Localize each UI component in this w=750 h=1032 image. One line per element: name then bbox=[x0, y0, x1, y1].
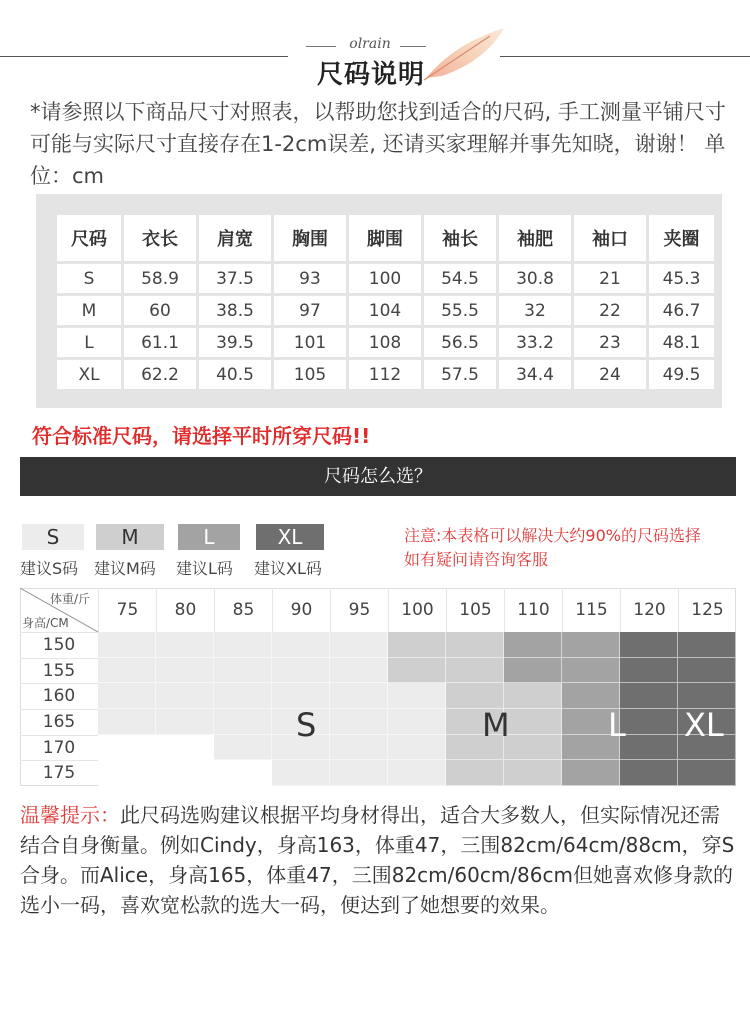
weight-header: 125 bbox=[678, 588, 736, 632]
grid-cell bbox=[330, 709, 388, 735]
size-table-cell: 37.5 bbox=[199, 264, 271, 293]
size-table-cell: 61.1 bbox=[124, 328, 196, 357]
grid-cell bbox=[156, 760, 214, 786]
table-row bbox=[57, 296, 714, 325]
size-table-header: 尺码 bbox=[57, 215, 121, 261]
grid-cell bbox=[388, 632, 446, 658]
size-table-cell: 21 bbox=[574, 264, 646, 293]
grid-cell bbox=[620, 658, 678, 684]
size-table-cell: 55.5 bbox=[424, 296, 496, 325]
brand-logo: olrain bbox=[349, 36, 391, 52]
grid-cell bbox=[214, 632, 272, 658]
region-label-xl: XL bbox=[684, 706, 724, 744]
size-table-cell: 45.3 bbox=[649, 264, 714, 293]
grid-cell bbox=[678, 658, 736, 684]
grid-cell bbox=[214, 658, 272, 684]
grid-cell bbox=[562, 760, 620, 786]
size-table-cell: 104 bbox=[349, 296, 421, 325]
size-table bbox=[54, 212, 717, 392]
grid-cell bbox=[620, 632, 678, 658]
note-line: 注意:本表格可以解决大约90%的尺码选择 bbox=[404, 526, 701, 545]
grid-cell bbox=[504, 658, 562, 684]
weight-header: 95 bbox=[330, 588, 388, 632]
size-table-cell: 24 bbox=[574, 360, 646, 389]
grid-cell bbox=[330, 760, 388, 786]
grid-cell bbox=[562, 632, 620, 658]
grid-cell bbox=[446, 760, 504, 786]
grid-cell bbox=[214, 683, 272, 709]
weight-header: 120 bbox=[620, 588, 678, 632]
corner-height-label: 身高/CM bbox=[22, 616, 69, 630]
weight-header: 110 bbox=[504, 588, 562, 632]
grid-cell bbox=[562, 658, 620, 684]
region-label-l: L bbox=[608, 706, 626, 744]
grid-cell bbox=[156, 658, 214, 684]
tip-label: 温馨提示： bbox=[20, 803, 120, 827]
weight-header: 90 bbox=[272, 588, 330, 632]
size-table-panel bbox=[36, 194, 722, 408]
grid-cell bbox=[388, 683, 446, 709]
size-table-header: 胸围 bbox=[274, 215, 346, 261]
grid-cell bbox=[214, 760, 272, 786]
grid-cell bbox=[388, 709, 446, 735]
size-table-header: 脚围 bbox=[349, 215, 421, 261]
size-table-cell: 49.5 bbox=[649, 360, 714, 389]
grid-cell bbox=[98, 632, 156, 658]
grid-cell bbox=[330, 632, 388, 658]
grid-cell bbox=[272, 632, 330, 658]
size-chip-caption: 建议S码 bbox=[20, 559, 79, 578]
size-table-cell: 46.7 bbox=[649, 296, 714, 325]
size-table-cell: 93 bbox=[274, 264, 346, 293]
note-line: 如有疑问请咨询客服 bbox=[404, 550, 549, 569]
grid-cell bbox=[156, 709, 214, 735]
size-table-cell: M bbox=[57, 296, 121, 325]
weight-header: 85 bbox=[214, 588, 272, 632]
grid-cell bbox=[504, 760, 562, 786]
table-row bbox=[57, 264, 714, 293]
size-table-header: 袖口 bbox=[574, 215, 646, 261]
size-chip-caption: 建议XL码 bbox=[254, 559, 322, 578]
grid-cell bbox=[156, 735, 214, 761]
grid-cell bbox=[620, 760, 678, 786]
size-chip-caption: 建议M码 bbox=[94, 559, 156, 578]
grid-cell bbox=[678, 632, 736, 658]
size-table-cell: 23 bbox=[574, 328, 646, 357]
page-title: 尺码说明 bbox=[316, 60, 425, 90]
tip-text: 此尺码选购建议根据平均身材得出，适合大多数人，但实际情况还需结合自身衡量。例如Cindy，身高163，体重47，三围82cm/64cm/88cm，穿S合身。而Alice，身高165，体重47，三围82cm/60cm/86cm但她喜欢修身款的选小一码，喜欢宽松款的选大一码，便达到了她想要的效果。 bbox=[20, 803, 735, 917]
grid-cell bbox=[388, 735, 446, 761]
size-table-cell: 62.2 bbox=[124, 360, 196, 389]
grid-cell bbox=[620, 709, 678, 735]
grid-cell bbox=[678, 760, 736, 786]
size-table-cell: 38.5 bbox=[199, 296, 271, 325]
grid-cell bbox=[272, 760, 330, 786]
table-row bbox=[57, 328, 714, 357]
grid-cell bbox=[156, 683, 214, 709]
grid-cell bbox=[446, 632, 504, 658]
grid-cell bbox=[272, 658, 330, 684]
size-table-cell: 112 bbox=[349, 360, 421, 389]
size-table-cell: 40.5 bbox=[199, 360, 271, 389]
height-header: 160 bbox=[20, 683, 98, 709]
grid-cell bbox=[330, 683, 388, 709]
size-table-cell: 22 bbox=[574, 296, 646, 325]
size-table-cell: 48.1 bbox=[649, 328, 714, 357]
height-header: 170 bbox=[20, 735, 98, 761]
region-label-s: S bbox=[296, 706, 317, 744]
size-table-header: 夹圈 bbox=[649, 215, 714, 261]
height-header: 150 bbox=[20, 632, 98, 658]
grid-cell bbox=[330, 658, 388, 684]
size-table-cell: 101 bbox=[274, 328, 346, 357]
grid-cell bbox=[504, 735, 562, 761]
header-line-right bbox=[500, 56, 750, 57]
grid-cell bbox=[504, 683, 562, 709]
size-table-cell: 57.5 bbox=[424, 360, 496, 389]
grid-cell bbox=[388, 760, 446, 786]
size-table-cell: 34.4 bbox=[499, 360, 571, 389]
grid-cell bbox=[98, 709, 156, 735]
grid-cell bbox=[504, 709, 562, 735]
size-chip-l: L bbox=[178, 524, 240, 550]
grid-cell bbox=[98, 735, 156, 761]
size-table-header: 袖肥 bbox=[499, 215, 571, 261]
size-table-cell: 60 bbox=[124, 296, 196, 325]
size-table-cell: L bbox=[57, 328, 121, 357]
weight-header: 80 bbox=[156, 588, 214, 632]
weight-header: 115 bbox=[562, 588, 620, 632]
size-table-cell: 33.2 bbox=[499, 328, 571, 357]
size-table-cell: 58.9 bbox=[124, 264, 196, 293]
size-chip-xl: XL bbox=[256, 524, 324, 550]
grid-cell bbox=[330, 735, 388, 761]
grid-cell bbox=[214, 709, 272, 735]
grid-cell bbox=[98, 683, 156, 709]
size-table-cell: XL bbox=[57, 360, 121, 389]
grid-cell bbox=[504, 632, 562, 658]
header-line-left bbox=[0, 56, 288, 57]
size-table-header: 衣长 bbox=[124, 215, 196, 261]
weight-header: 100 bbox=[388, 588, 446, 632]
size-chip-caption: 建议L码 bbox=[176, 559, 233, 578]
grid-cell bbox=[446, 658, 504, 684]
height-header: 165 bbox=[20, 709, 98, 735]
section-bar-how-to-choose: 尺码怎么选？ bbox=[20, 457, 736, 496]
grid-cell bbox=[620, 683, 678, 709]
size-table-cell: 97 bbox=[274, 296, 346, 325]
note-text bbox=[404, 524, 701, 572]
size-table-header: 袖长 bbox=[424, 215, 496, 261]
grid-cell bbox=[214, 735, 272, 761]
feather-icon bbox=[420, 22, 510, 84]
region-label-m: M bbox=[482, 706, 510, 744]
grid-cell bbox=[98, 658, 156, 684]
size-table-cell: 108 bbox=[349, 328, 421, 357]
size-table-cell: 54.5 bbox=[424, 264, 496, 293]
size-table-cell: 39.5 bbox=[199, 328, 271, 357]
intro-text: *请参照以下商品尺寸对照表，以帮助您找到适合的尺码, 手工测量平铺尺寸可能与实际尺寸直接存在1-2cm误差, 还请买家理解并事先知晓，谢谢！ 单位：cm bbox=[30, 100, 726, 188]
grid-cell bbox=[388, 658, 446, 684]
grid-cell bbox=[98, 760, 156, 786]
weight-header: 75 bbox=[98, 588, 156, 632]
standard-size-warning: 符合标准尺码，请选择平时所穿尺码!! bbox=[32, 424, 371, 448]
size-table-cell: S bbox=[57, 264, 121, 293]
grid-cell bbox=[156, 632, 214, 658]
size-chip-m: M bbox=[96, 524, 164, 550]
size-chip-s: S bbox=[22, 524, 84, 550]
corner-weight-label: 体重/斤 bbox=[50, 592, 91, 606]
size-table-header: 肩宽 bbox=[199, 215, 271, 261]
weight-header: 105 bbox=[446, 588, 504, 632]
height-header: 155 bbox=[20, 658, 98, 684]
size-recommendation-grid bbox=[20, 588, 736, 786]
size-table-cell: 32 bbox=[499, 296, 571, 325]
table-row bbox=[57, 360, 714, 389]
grid-cell bbox=[620, 735, 678, 761]
size-table-cell: 105 bbox=[274, 360, 346, 389]
size-table-cell: 100 bbox=[349, 264, 421, 293]
height-header: 175 bbox=[20, 760, 98, 786]
warm-tip bbox=[20, 800, 736, 920]
size-table-cell: 56.5 bbox=[424, 328, 496, 357]
size-table-cell: 30.8 bbox=[499, 264, 571, 293]
